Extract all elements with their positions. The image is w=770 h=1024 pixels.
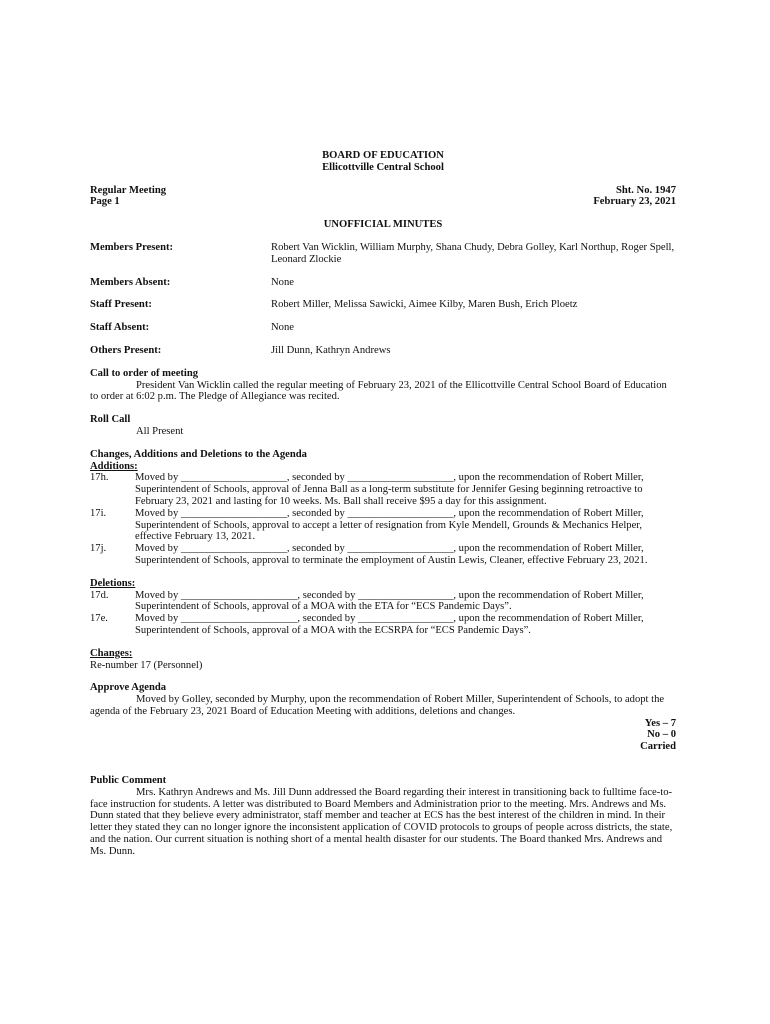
item-text: Moved by ____________________, seconded by ____________________, upon the recommendation of Robert Miller, Superintendent of Schools, approval of Jenna Ball as a long-term substitute for Jennifer Gesing beginning retroactive to February 23, 2021 and lasting for 10 weeks. Ms. Ball shall receive $95 a day for this assignment. <box>135 472 644 507</box>
meeting-type: Regular Meeting <box>90 184 167 196</box>
sheet-number: Sht. No. 1947 <box>615 184 676 196</box>
public-comment-text: Mrs. Kathryn Andrews and Ms. Jill Dunn addressed the Board regarding their interest in transitioning back to fulltime face-to-face instruction for students. A letter was distributed to Board Members and Administration prior to the meeting. Mrs. Andrews and Ms. Dunn stated that they believe every administrator, staff member and teacher at ECS has the best interest of the children in mind. In their letter they stated they can no longer ignore the inconsistent application of COVID protocols to groups of people across districts, the state, and the nation. Our current situation is nothing short of a mental health disaster for our students. The Board thanked Mrs. Andrews and Ms. Dunn. <box>90 786 673 857</box>
meeting-info-row <box>90 185 676 197</box>
changes-label: Changes: <box>90 647 133 659</box>
attendance-label: Staff Present: <box>90 299 152 311</box>
item-number: 17j. <box>90 543 107 555</box>
attendance-staff-absent <box>90 322 676 334</box>
attendance-label: Others Present: <box>90 344 162 356</box>
item-number: 17e. <box>90 613 108 625</box>
attendance-value: Robert Miller, Melissa Sawicki, Aimee Kilby, Maren Bush, Erich Ploetz <box>271 299 578 311</box>
attendance-members-present <box>90 242 676 266</box>
roll-call-text: All Present <box>136 425 184 437</box>
vote-result: Carried <box>640 741 676 753</box>
attendance-members-absent <box>90 277 676 289</box>
approve-agenda-text: Moved by Golley, seconded by Murphy, upon the recommendation of Robert Miller, Superintendent of Schools, to adopt the agenda of the February 23, 2021 Board of Education Meeting with additions, deletions and changes. <box>90 694 665 717</box>
meeting-date: February 23, 2021 <box>593 196 676 208</box>
agenda-item <box>90 590 676 614</box>
item-number: 17h. <box>90 472 109 484</box>
item-text: Moved by ______________________, seconded by __________________, upon the recommendation of Robert Miller, Superintendent of Schools, approval of a MOA with the ECSRPA for “ECS Pandemic Days”. <box>135 613 644 636</box>
agenda-item <box>90 508 676 543</box>
changes-agenda-heading: Changes, Additions and Deletions to the Agenda <box>90 448 307 460</box>
deletions-label: Deletions: <box>90 577 136 589</box>
public-comment-heading: Public Comment <box>90 775 167 787</box>
vote-yes: Yes – 7 <box>644 717 676 729</box>
item-text: Moved by ____________________, seconded by ____________________, upon the recommendation of Robert Miller, Superintendent of Schools, approval to terminate the employment of Austin Lewis, Cleaner, effective February 23, 2021. <box>135 543 648 566</box>
agenda-item <box>90 472 676 507</box>
approve-agenda-heading: Approve Agenda <box>90 682 167 694</box>
vote-no: No – 0 <box>647 729 676 741</box>
page-number: Page 1 <box>90 196 120 208</box>
attendance-value: None <box>271 322 294 334</box>
minutes-page <box>90 150 676 858</box>
attendance-label: Members Absent: <box>90 276 171 288</box>
attendance-others-present <box>90 345 676 357</box>
attendance-value: Robert Van Wicklin, William Murphy, Shana Chudy, Debra Golley, Karl Northup, Roger Spell, Leonard Zlockie <box>271 241 675 265</box>
changes-text: Re-number 17 (Personnel) <box>90 659 203 671</box>
item-text: Moved by ______________________, seconded by __________________, upon the recommendation of Robert Miller, Superintendent of Schools, approval of a MOA with the ETA for “ECS Pandemic Days”. <box>135 589 644 613</box>
document-title: BOARD OF EDUCATION <box>322 150 444 161</box>
additions-label: Additions: <box>90 460 138 472</box>
school-name: Ellicottville Central School <box>322 161 444 173</box>
attendance-value: None <box>271 276 294 288</box>
agenda-item <box>90 613 676 637</box>
attendance-value: Jill Dunn, Kathryn Andrews <box>271 344 391 356</box>
attendance-label: Members Present: <box>90 241 174 253</box>
call-to-order-text: President Van Wicklin called the regular meeting of February 23, 2021 of the Ellicottville Central School Board of Education to order at 6:02 p.m. The Pledge of Allegiance was recited. <box>90 379 667 403</box>
agenda-item <box>90 543 676 567</box>
item-number: 17d. <box>90 589 109 601</box>
roll-call-heading: Roll Call <box>90 414 131 426</box>
minutes-label: UNOFFICIAL MINUTES <box>323 219 443 231</box>
item-text: Moved by ____________________, seconded by ____________________, upon the recommendation of Robert Miller, Superintendent of Schools, approval to accept a letter of resignation from Kyle Mendell, Grounds & Mechanics Helper, effective February 13, 2021. <box>135 507 644 543</box>
call-to-order-heading: Call to order of meeting <box>90 367 199 379</box>
item-number: 17i. <box>90 507 107 519</box>
page-date-row <box>90 196 676 208</box>
attendance-staff-present <box>90 299 676 311</box>
attendance-label: Staff Absent: <box>90 322 150 334</box>
